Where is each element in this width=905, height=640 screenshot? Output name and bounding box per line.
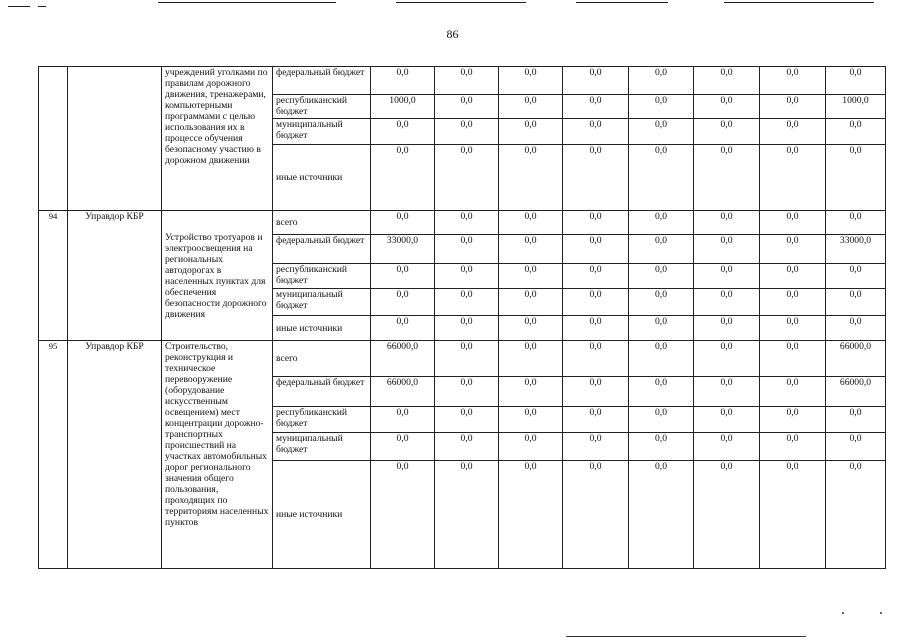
amount-value: 0,0 bbox=[589, 264, 602, 275]
amount-value: 0,0 bbox=[524, 316, 537, 327]
amount-cell bbox=[826, 235, 886, 264]
amount-cell bbox=[694, 145, 760, 211]
amount-value: 0,0 bbox=[460, 235, 473, 246]
amount-cell bbox=[371, 289, 435, 316]
row-index: 94 bbox=[39, 211, 68, 341]
amount-cell bbox=[629, 377, 694, 407]
amount-value: 0,0 bbox=[396, 316, 409, 327]
amount-value: 0,0 bbox=[524, 119, 537, 130]
amount-cell bbox=[371, 316, 435, 341]
amount-value: 0,0 bbox=[460, 461, 473, 472]
funding-source: республиканский бюджет bbox=[273, 407, 371, 433]
amount-value: 0,0 bbox=[849, 407, 862, 418]
scan-artifact-line bbox=[8, 6, 30, 7]
funding-source: федеральный бюджет bbox=[273, 235, 371, 264]
scan-dot bbox=[880, 612, 882, 614]
amount-cell bbox=[694, 235, 760, 264]
amount-cell bbox=[435, 67, 499, 95]
amount-value: 0,0 bbox=[849, 119, 862, 130]
amount-value: 0,0 bbox=[589, 95, 602, 106]
amount-cell bbox=[371, 95, 435, 119]
amount-cell bbox=[435, 264, 499, 289]
amount-cell bbox=[826, 341, 886, 377]
row-index bbox=[39, 67, 68, 211]
amount-value: 0,0 bbox=[589, 289, 602, 300]
amount-value: 0,0 bbox=[524, 377, 537, 388]
amount-cell bbox=[371, 211, 435, 235]
amount-cell bbox=[563, 461, 629, 569]
scan-artifact-line bbox=[396, 2, 526, 3]
amount-value: 0,0 bbox=[524, 235, 537, 246]
amount-value: 0,0 bbox=[720, 341, 733, 352]
amount-value: 0,0 bbox=[524, 67, 537, 78]
amount-cell bbox=[826, 264, 886, 289]
scan-dot bbox=[842, 612, 844, 614]
amount-value: 0,0 bbox=[655, 95, 667, 106]
amount-value: 0,0 bbox=[589, 211, 602, 222]
amount-cell bbox=[499, 235, 563, 264]
amount-cell bbox=[563, 95, 629, 119]
funding-source: муниципальный бюджет bbox=[273, 119, 371, 145]
amount-value: 0,0 bbox=[655, 211, 667, 222]
amount-cell bbox=[629, 264, 694, 289]
table-row bbox=[39, 67, 886, 95]
amount-cell bbox=[629, 316, 694, 341]
amount-value: 0,0 bbox=[720, 264, 733, 275]
amount-cell bbox=[563, 235, 629, 264]
amount-value: 0,0 bbox=[720, 377, 733, 388]
amount-cell bbox=[435, 316, 499, 341]
amount-cell bbox=[826, 95, 886, 119]
amount-cell bbox=[499, 145, 563, 211]
funding-source: всего bbox=[273, 211, 371, 235]
amount-cell bbox=[371, 341, 435, 377]
amount-value: 0,0 bbox=[786, 407, 799, 418]
amount-value: 0,0 bbox=[524, 211, 537, 222]
amount-value: 0,0 bbox=[720, 211, 733, 222]
amount-value: 0,0 bbox=[786, 316, 799, 327]
amount-value: 0,0 bbox=[720, 289, 733, 300]
amount-value: 0,0 bbox=[849, 145, 862, 156]
amount-cell bbox=[499, 211, 563, 235]
amount-cell bbox=[499, 119, 563, 145]
amount-cell bbox=[499, 264, 563, 289]
amount-value: 0,0 bbox=[786, 341, 799, 352]
amount-cell bbox=[694, 407, 760, 433]
amount-value: 33000,0 bbox=[386, 235, 419, 246]
amount-value: 0,0 bbox=[589, 235, 602, 246]
amount-cell bbox=[760, 316, 826, 341]
amount-cell bbox=[563, 67, 629, 95]
amount-cell bbox=[826, 461, 886, 569]
amount-cell bbox=[826, 377, 886, 407]
amount-cell bbox=[371, 119, 435, 145]
amount-value: 0,0 bbox=[655, 407, 667, 418]
amount-value: 0,0 bbox=[460, 377, 473, 388]
funding-source: иные источники bbox=[273, 316, 371, 341]
amount-cell bbox=[760, 95, 826, 119]
amount-cell bbox=[435, 341, 499, 377]
amount-value: 0,0 bbox=[786, 95, 799, 106]
amount-cell bbox=[760, 145, 826, 211]
amount-value: 33000,0 bbox=[839, 235, 872, 246]
amount-value: 0,0 bbox=[524, 433, 537, 444]
scan-artifact-line bbox=[724, 2, 874, 3]
amount-cell bbox=[694, 433, 760, 461]
amount-value: 0,0 bbox=[655, 289, 667, 300]
amount-value: 0,0 bbox=[460, 119, 473, 130]
row-index: 95 bbox=[39, 341, 68, 569]
amount-value: 0,0 bbox=[396, 433, 409, 444]
amount-cell bbox=[629, 211, 694, 235]
amount-cell bbox=[371, 264, 435, 289]
amount-cell bbox=[826, 407, 886, 433]
amount-cell bbox=[563, 377, 629, 407]
amount-value: 0,0 bbox=[720, 461, 733, 472]
amount-cell bbox=[371, 433, 435, 461]
amount-value: 0,0 bbox=[460, 95, 473, 106]
amount-value: 0,0 bbox=[720, 145, 733, 156]
amount-value: 0,0 bbox=[849, 264, 862, 275]
amount-cell bbox=[760, 289, 826, 316]
amount-value: 0,0 bbox=[655, 377, 667, 388]
amount-cell bbox=[371, 235, 435, 264]
amount-value: 0,0 bbox=[849, 67, 862, 78]
measure-description: Строительство, реконструкция и техническое перевооружение (оборудование искусственным освещением) мест концентрации дорожно-транспортных происшествий на участках автомобильных дорог регионального значения общего пользования, проходящих по территориям населенных пунктов bbox=[162, 341, 273, 569]
amount-cell bbox=[629, 145, 694, 211]
amount-value: 0,0 bbox=[396, 264, 409, 275]
amount-value: 0,0 bbox=[460, 341, 473, 352]
amount-cell bbox=[826, 119, 886, 145]
amount-value: 0,0 bbox=[589, 119, 602, 130]
scan-artifact-line bbox=[38, 6, 46, 7]
amount-value: 0,0 bbox=[524, 95, 537, 106]
amount-value: 0,0 bbox=[396, 145, 409, 156]
amount-value: 0,0 bbox=[655, 461, 667, 472]
funding-source: муниципальный бюджет bbox=[273, 433, 371, 461]
amount-value: 0,0 bbox=[786, 145, 799, 156]
amount-value: 0,0 bbox=[396, 119, 409, 130]
amount-cell bbox=[371, 407, 435, 433]
amount-value: 0,0 bbox=[849, 211, 862, 222]
amount-cell bbox=[760, 264, 826, 289]
table-row bbox=[39, 341, 886, 377]
amount-value: 0,0 bbox=[655, 145, 667, 156]
amount-cell bbox=[629, 95, 694, 119]
executor-cell: Управдор КБР bbox=[68, 211, 162, 341]
amount-value: 0,0 bbox=[849, 316, 862, 327]
amount-value: 0,0 bbox=[786, 264, 799, 275]
amount-value: 0,0 bbox=[655, 67, 667, 78]
amount-value: 0,0 bbox=[589, 407, 602, 418]
amount-value: 66000,0 bbox=[386, 341, 419, 352]
amount-cell bbox=[435, 433, 499, 461]
amount-value: 0,0 bbox=[720, 433, 733, 444]
amount-cell bbox=[563, 407, 629, 433]
executor-cell bbox=[68, 67, 162, 211]
amount-value: 0,0 bbox=[786, 235, 799, 246]
funding-source: всего bbox=[273, 341, 371, 377]
amount-cell bbox=[694, 289, 760, 316]
amount-cell bbox=[760, 67, 826, 95]
amount-value: 0,0 bbox=[460, 316, 473, 327]
amount-value: 1000,0 bbox=[842, 95, 869, 106]
amount-cell bbox=[826, 289, 886, 316]
amount-value: 66000,0 bbox=[386, 377, 419, 388]
amount-value: 0,0 bbox=[396, 289, 409, 300]
amount-value: 0,0 bbox=[720, 316, 733, 327]
amount-value: 0,0 bbox=[589, 341, 602, 352]
budget-table bbox=[38, 66, 886, 569]
amount-cell bbox=[826, 211, 886, 235]
amount-value: 0,0 bbox=[524, 289, 537, 300]
amount-value: 0,0 bbox=[589, 316, 602, 327]
amount-cell bbox=[629, 433, 694, 461]
amount-cell bbox=[563, 433, 629, 461]
amount-value: 1000,0 bbox=[389, 95, 416, 106]
amount-value: 0,0 bbox=[655, 235, 667, 246]
funding-source: республиканский бюджет bbox=[273, 95, 371, 119]
amount-cell bbox=[629, 235, 694, 264]
amount-value: 0,0 bbox=[460, 67, 473, 78]
amount-value: 0,0 bbox=[720, 67, 733, 78]
amount-cell bbox=[435, 461, 499, 569]
amount-cell bbox=[435, 211, 499, 235]
amount-cell bbox=[629, 119, 694, 145]
amount-cell bbox=[760, 211, 826, 235]
amount-cell bbox=[435, 119, 499, 145]
amount-cell bbox=[371, 377, 435, 407]
amount-cell bbox=[499, 95, 563, 119]
measure-description: учреждений уголками по правилам дорожного движения, тренажерами, компьютерными программами с целью использования их в процессе обучения безопасному участию в дорожном движении bbox=[162, 67, 273, 211]
amount-value: 0,0 bbox=[786, 119, 799, 130]
amount-cell bbox=[499, 341, 563, 377]
amount-value: 0,0 bbox=[786, 211, 799, 222]
amount-value: 0,0 bbox=[720, 407, 733, 418]
amount-value: 0,0 bbox=[720, 95, 733, 106]
amount-cell bbox=[760, 407, 826, 433]
amount-cell bbox=[826, 67, 886, 95]
amount-cell bbox=[371, 67, 435, 95]
amount-cell bbox=[760, 377, 826, 407]
amount-value: 0,0 bbox=[589, 461, 602, 472]
amount-value: 0,0 bbox=[786, 461, 799, 472]
amount-value: 66000,0 bbox=[839, 377, 872, 388]
amount-cell bbox=[629, 341, 694, 377]
amount-cell bbox=[499, 377, 563, 407]
amount-value: 0,0 bbox=[524, 264, 537, 275]
amount-cell bbox=[371, 461, 435, 569]
amount-value: 0,0 bbox=[720, 119, 733, 130]
amount-value: 0,0 bbox=[524, 461, 537, 472]
funding-source: федеральный бюджет bbox=[273, 377, 371, 407]
amount-cell bbox=[694, 211, 760, 235]
funding-source: муниципальный бюджет bbox=[273, 289, 371, 316]
amount-value: 0,0 bbox=[786, 377, 799, 388]
scan-artifact-line bbox=[158, 2, 336, 3]
amount-cell bbox=[563, 211, 629, 235]
funding-source: республиканский бюджет bbox=[273, 264, 371, 289]
amount-cell bbox=[499, 433, 563, 461]
amount-cell bbox=[760, 235, 826, 264]
amount-value: 0,0 bbox=[460, 433, 473, 444]
amount-cell bbox=[826, 316, 886, 341]
amount-cell bbox=[694, 119, 760, 145]
funding-source: федеральный бюджет bbox=[273, 67, 371, 95]
amount-cell bbox=[563, 119, 629, 145]
amount-value: 0,0 bbox=[396, 211, 409, 222]
page-number: 86 bbox=[446, 27, 459, 41]
amount-cell bbox=[760, 119, 826, 145]
funding-source: иные источники bbox=[273, 145, 371, 211]
amount-value: 0,0 bbox=[589, 67, 602, 78]
amount-value: 0,0 bbox=[849, 289, 862, 300]
executor-cell: Управдор КБР bbox=[68, 341, 162, 569]
amount-cell bbox=[435, 407, 499, 433]
table-row bbox=[39, 211, 886, 235]
amount-value: 0,0 bbox=[460, 211, 473, 222]
amount-value: 0,0 bbox=[589, 433, 602, 444]
amount-value: 0,0 bbox=[786, 67, 799, 78]
amount-value: 0,0 bbox=[849, 461, 862, 472]
amount-value: 66000,0 bbox=[839, 341, 872, 352]
amount-cell bbox=[760, 433, 826, 461]
amount-cell bbox=[499, 67, 563, 95]
amount-value: 0,0 bbox=[460, 145, 473, 156]
amount-cell bbox=[629, 461, 694, 569]
amount-cell bbox=[760, 461, 826, 569]
amount-value: 0,0 bbox=[396, 407, 409, 418]
amount-value: 0,0 bbox=[720, 235, 733, 246]
amount-value: 0,0 bbox=[655, 119, 667, 130]
amount-cell bbox=[629, 67, 694, 95]
amount-value: 0,0 bbox=[460, 289, 473, 300]
amount-value: 0,0 bbox=[589, 145, 602, 156]
scan-artifact-line bbox=[576, 2, 668, 3]
amount-cell bbox=[826, 433, 886, 461]
amount-cell bbox=[629, 407, 694, 433]
amount-cell bbox=[499, 407, 563, 433]
amount-value: 0,0 bbox=[655, 341, 667, 352]
amount-cell bbox=[435, 235, 499, 264]
amount-cell bbox=[760, 341, 826, 377]
amount-value: 0,0 bbox=[524, 145, 537, 156]
amount-cell bbox=[694, 95, 760, 119]
amount-cell bbox=[694, 341, 760, 377]
scan-artifact-line bbox=[566, 636, 806, 637]
amount-value: 0,0 bbox=[460, 407, 473, 418]
amount-cell bbox=[499, 316, 563, 341]
funding-source: иные источники bbox=[273, 461, 371, 569]
amount-cell bbox=[499, 461, 563, 569]
amount-cell bbox=[563, 289, 629, 316]
amount-value: 0,0 bbox=[396, 461, 409, 472]
amount-cell bbox=[826, 145, 886, 211]
amount-value: 0,0 bbox=[589, 377, 602, 388]
amount-cell bbox=[563, 145, 629, 211]
amount-cell bbox=[435, 95, 499, 119]
amount-value: 0,0 bbox=[786, 433, 799, 444]
amount-value: 0,0 bbox=[524, 341, 537, 352]
amount-cell bbox=[563, 316, 629, 341]
amount-value: 0,0 bbox=[524, 407, 537, 418]
measure-description: Устройство тротуаров и электроосвещения на региональных автодорогах в населенных пунктах для обеспечения безопасности дорожного движения bbox=[162, 211, 273, 341]
amount-cell bbox=[694, 316, 760, 341]
amount-cell bbox=[435, 289, 499, 316]
amount-value: 0,0 bbox=[460, 264, 473, 275]
amount-value: 0,0 bbox=[396, 67, 409, 78]
amount-cell bbox=[435, 377, 499, 407]
amount-cell bbox=[694, 377, 760, 407]
amount-cell bbox=[563, 264, 629, 289]
amount-cell bbox=[499, 289, 563, 316]
amount-value: 0,0 bbox=[655, 433, 667, 444]
amount-cell bbox=[694, 67, 760, 95]
amount-cell bbox=[694, 461, 760, 569]
amount-cell bbox=[629, 289, 694, 316]
amount-cell bbox=[694, 264, 760, 289]
amount-value: 0,0 bbox=[849, 433, 862, 444]
amount-value: 0,0 bbox=[786, 289, 799, 300]
amount-cell bbox=[435, 145, 499, 211]
amount-cell bbox=[371, 145, 435, 211]
amount-cell bbox=[563, 341, 629, 377]
budget-table-body bbox=[39, 67, 886, 569]
amount-value: 0,0 bbox=[655, 316, 667, 327]
amount-value: 0,0 bbox=[655, 264, 667, 275]
